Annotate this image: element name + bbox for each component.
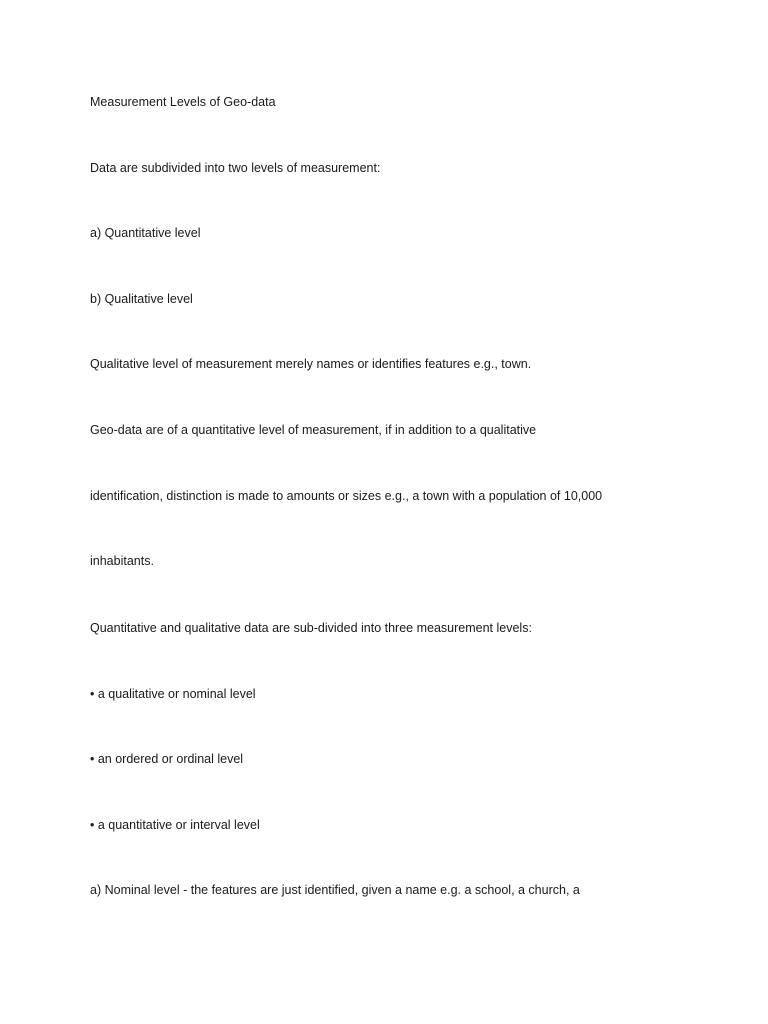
paragraph-quantitative-definition-1: Geo-data are of a quantitative level of measurement, if in addition to a qualitative: [90, 423, 537, 437]
paragraph-nominal-level: a) Nominal level - the features are just identified, given a name e.g. a school, a church, a: [90, 883, 580, 897]
bullet-interval-level: • a quantitative or interval level: [90, 818, 260, 832]
paragraph-subdivision: Quantitative and qualitative data are sub-divided into three measurement levels:: [90, 621, 532, 635]
paragraph-intro: Data are subdivided into two levels of measurement:: [90, 161, 381, 175]
list-item-quantitative: a) Quantitative level: [90, 226, 201, 240]
paragraph-qualitative-definition: Qualitative level of measurement merely names or identifies features e.g., town.: [90, 357, 532, 371]
document-title: Measurement Levels of Geo-data: [90, 95, 276, 109]
paragraph-quantitative-definition-3: inhabitants.: [90, 554, 154, 568]
paragraph-quantitative-definition-2: identification, distinction is made to amounts or sizes e.g., a town with a population of 10,000: [90, 489, 603, 503]
bullet-ordinal-level: • an ordered or ordinal level: [90, 752, 244, 766]
bullet-nominal-level: • a qualitative or nominal level: [90, 687, 256, 701]
list-item-qualitative: b) Qualitative level: [90, 292, 193, 306]
